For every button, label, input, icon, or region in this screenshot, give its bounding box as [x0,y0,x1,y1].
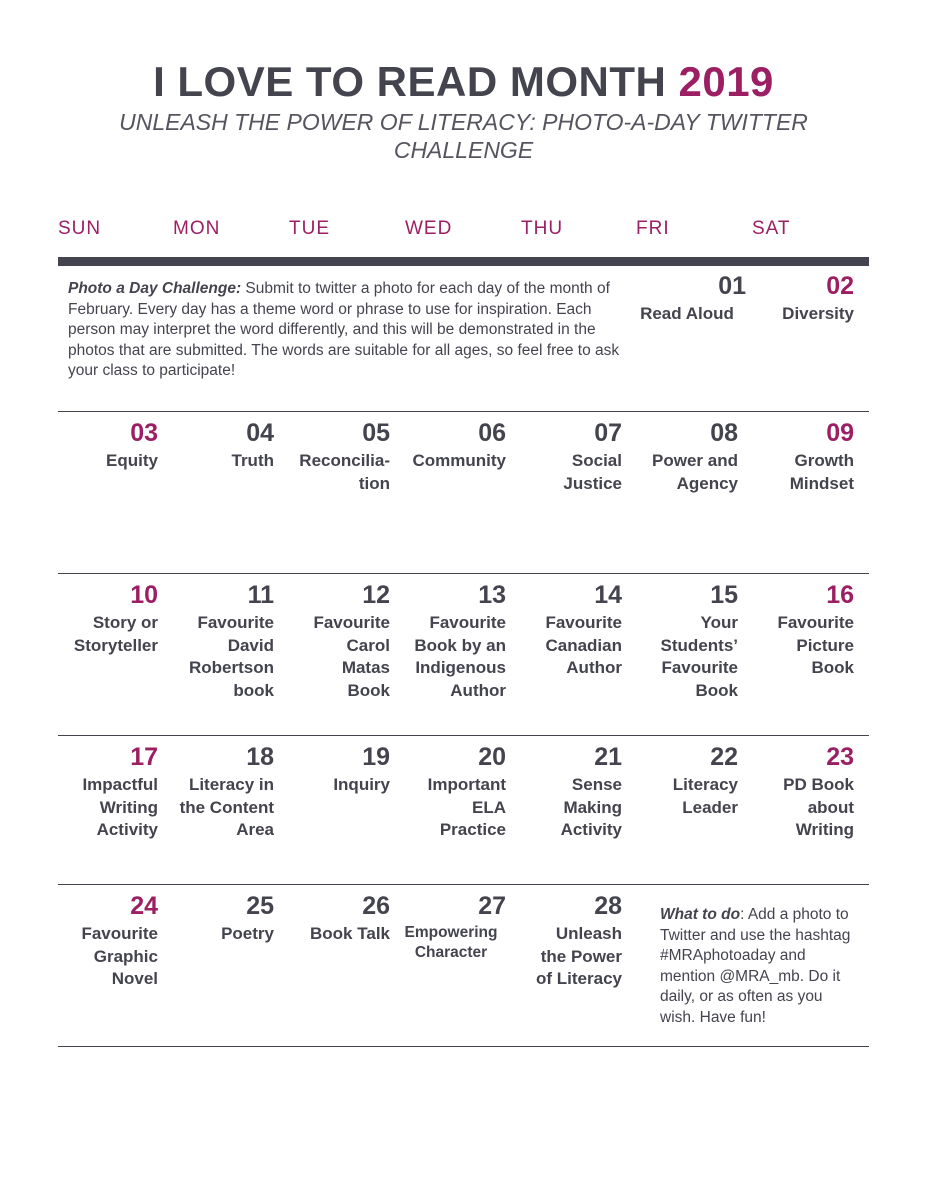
intro-text [68,279,628,382]
weekday-label: MON [173,218,221,239]
day-number: 20 [478,743,506,771]
day-number: 22 [710,743,738,771]
day-number: 04 [246,419,274,447]
weekday-label: WED [405,218,453,239]
day-number: 14 [594,581,622,609]
day-cell [628,271,752,326]
day-theme: Empowering Character [404,924,498,961]
day-theme: Favourite Carol Matas Book [313,613,390,700]
day-theme: Truth [231,451,274,470]
row-divider [58,573,869,574]
day-cell [744,742,860,842]
header-divider [58,257,869,266]
day-cell [396,891,512,963]
day-cell [628,580,744,702]
intro-body: Submit to twitter a photo for each day of the month of February. Every day has a theme word or phrase to use for inspiration. Each person may interpret the word differently, and this will be demonstrated in the photos that are submitted. The words are suitable for all ages, so feel free to ask your class to participate! [68,280,620,379]
day-number: 02 [826,272,854,300]
day-cell [628,418,744,495]
day-cell [164,580,280,702]
row-divider [58,411,869,412]
day-cell [744,271,860,326]
day-number: 13 [478,581,506,609]
day-cell [512,742,628,842]
row-divider [58,884,869,885]
day-theme: Read Aloud [640,304,734,323]
day-cell [396,418,512,473]
day-cell [280,580,396,702]
day-number: 27 [478,892,506,920]
weekday-label: SAT [752,218,791,239]
day-cell [744,418,860,495]
page-title [0,58,927,106]
day-cell [628,742,744,819]
row-divider [58,735,869,736]
weekday-label: SUN [58,218,102,239]
day-number: 09 [826,419,854,447]
weekday-label: FRI [636,218,670,239]
day-cell [164,891,280,946]
title-main: I LOVE TO READ MONTH [153,58,667,105]
day-theme: Favourite Canadian Author [545,613,622,677]
title-year: 2019 [678,58,774,105]
day-theme: Diversity [782,304,854,323]
day-number: 07 [594,419,622,447]
what-to-do-label: What to do [660,906,741,923]
day-number: 17 [130,743,158,771]
day-cell [48,891,164,991]
day-cell [280,742,396,797]
day-theme: Inquiry [333,775,390,794]
day-theme: Important ELA Practice [427,775,506,839]
day-cell [48,742,164,842]
day-number: 01 [718,272,746,300]
day-theme: Poetry [221,924,274,943]
day-number: 15 [710,581,738,609]
day-number: 16 [826,581,854,609]
day-number: 21 [594,743,622,771]
day-theme: Favourite Graphic Novel [81,924,158,988]
day-number: 18 [246,743,274,771]
day-theme: Your Students’ Favourite Book [660,613,738,700]
day-number: 12 [362,581,390,609]
weekday-label: TUE [289,218,330,239]
day-number: 19 [362,743,390,771]
day-number: 10 [130,581,158,609]
day-number: 26 [362,892,390,920]
day-number: 28 [594,892,622,920]
day-theme: Growth Mindset [789,451,854,493]
day-theme: PD Book about Writing [783,775,854,839]
day-theme: Reconcilia- tion [299,451,390,493]
day-number: 24 [130,892,158,920]
day-theme: Power and Agency [652,451,738,493]
day-theme: Impactful Writing Activity [82,775,158,839]
day-theme: Community [412,451,506,470]
day-theme: Unleash the Power of Literacy [536,924,622,988]
day-cell [396,742,512,842]
page-subtitle: UNLEASH THE POWER OF LITERACY: PHOTO-A-DAY TWITTER CHALLENGE [119,109,808,163]
day-theme: Sense Making Activity [560,775,622,839]
weekday-label: THU [521,218,564,239]
day-theme: Story or Storyteller [73,613,158,655]
day-cell [744,580,860,680]
day-cell [48,418,164,473]
day-cell [48,580,164,657]
what-to-do-body: : Add a photo to Twitter and use the hashtag #MRAphotoaday and mention @MRA_mb. Do it daily, or as often as you wish. Have fun! [660,906,851,1026]
day-theme: Favourite David Robertson book [189,613,274,700]
day-cell [512,891,628,991]
day-theme: Equity [106,451,158,470]
day-number: 06 [478,419,506,447]
day-theme: Favourite Book by an Indigenous Author [414,613,506,700]
day-cell [396,580,512,702]
day-number: 23 [826,743,854,771]
what-to-do-text [660,905,860,1028]
day-cell [512,580,628,680]
day-number: 11 [247,581,274,609]
day-theme: Literacy in the Content Area [179,775,274,839]
day-cell [164,742,280,842]
day-theme: Favourite Picture Book [777,613,854,677]
day-number: 08 [710,419,738,447]
intro-label: Photo a Day Challenge: [68,280,242,297]
day-cell [280,891,396,946]
day-number: 03 [130,419,158,447]
day-theme: Literacy Leader [672,775,738,817]
day-theme: Book Talk [310,924,390,943]
day-cell [280,418,396,495]
day-cell [512,418,628,495]
row-divider [58,1046,869,1047]
day-number: 25 [246,892,274,920]
day-cell [164,418,280,473]
day-theme: Social Justice [563,451,622,493]
day-number: 05 [362,419,390,447]
